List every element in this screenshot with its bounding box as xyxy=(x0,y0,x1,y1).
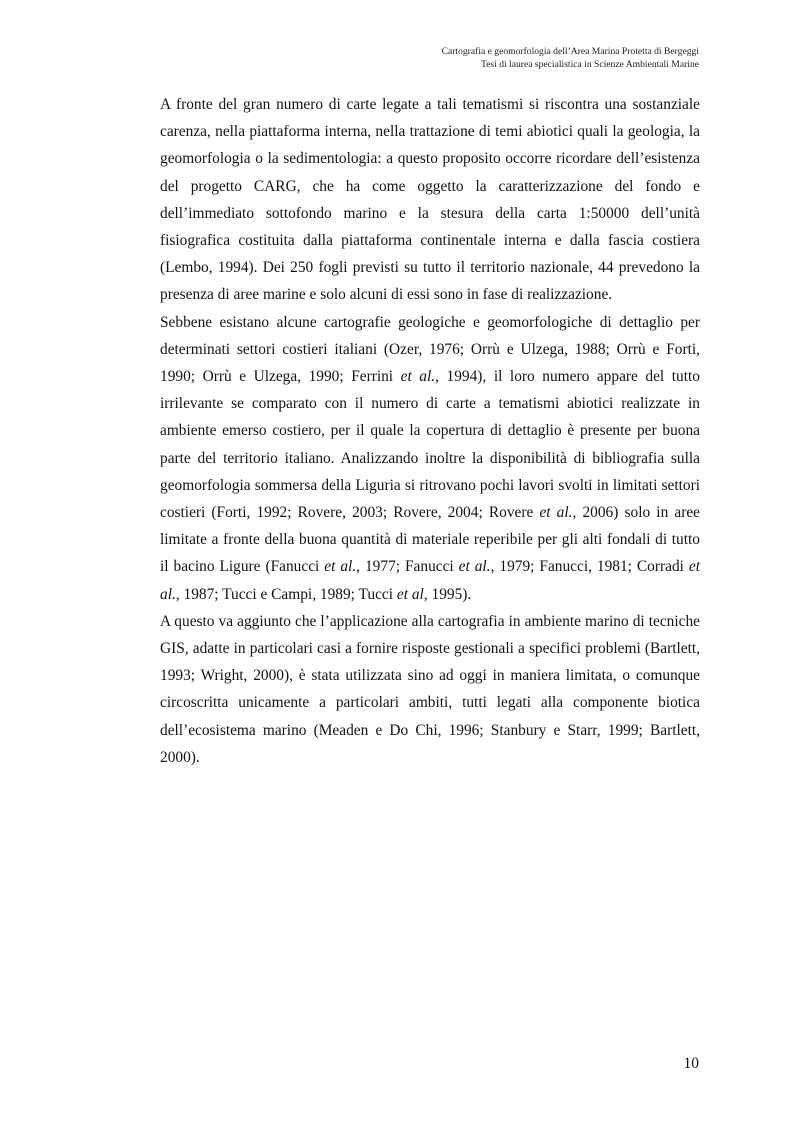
italic-citation: et al. xyxy=(539,504,573,522)
text-run: , 1995). xyxy=(423,585,472,603)
text-run: , 1979; Fanucci, 1981; Corradi xyxy=(490,558,689,576)
running-header xyxy=(442,45,699,71)
header-subtitle-line: Tesi di laurea specialistica in Scienze Ambientali Marine xyxy=(480,59,699,70)
italic-citation: et al xyxy=(396,585,424,603)
text-run: A questo va aggiunto che l’applicazione alla cartografia in ambiente marino di tecniche GIS, adatte in particolari casi a fornire risposte gestionali a specifici problemi (Bartlett, 1993; Wright, 2000), è stata utilizzata sino ad oggi in maniera limitata, o comunque circoscritta unicamente a particolari ambiti, tutti legati alla componente biotica dell’ecosistema marino (Meaden e Do Chi, 1996; Stanbury e Starr, 1999; Bartlett, 2000). xyxy=(160,612,700,766)
text-run: Sebbene esistano alcune cartografie geologiche e geomorfologiche di dettaglio per determinati settori costieri italiani (Ozer, 1976; Orrù e Ulzega, 1988; Orrù e Forti, 1990; Orrù e Ulzega, 1990; Ferrini xyxy=(160,313,700,386)
text-run: A fronte del gran numero di carte legate a tali tematismi si riscontra una sostanziale carenza, nella piattaforma interna, nella trattazione di temi abiotici quali la geologia, la geomorfologia o la sedimentologia: a questo proposito occorre ricordare dell’esistenza del progetto CARG, che ha come oggetto la caratterizzazione del fondo e dell’immediato sottofondo marino e la stesura della carta 1:50000 dell’unità fisiografica costituita dalla piattaforma continentale interna e dalla fascia costiera (Lembo, 1994). Dei 250 fogli previsti su tutto il territorio nazionale, 44 prevedono la presenza di aree marine e solo alcuni di essi sono in fase di realizzazione. xyxy=(160,96,700,304)
text-run: , 2006) solo in aree limitate a fronte della buona quantità di materiale reperibile per gli alti fondali di tutto il bacino Ligure (Fanucci xyxy=(160,504,701,576)
text-run: , 1994), il loro numero appare del tutto irrilevante se comparato con il numero di carte a tematismi abiotici realizzate in ambiente emerso costiero, per il quale la copertura di dettaglio è presente per buona parte del territorio italiano. Analizzando inoltre la disponibilità di bibliografia sulla geomorfologia sommersa della Liguria si ritrovano pochi lavori svolti in limitati settori costieri (Forti, 1992; Rovere, 2003; Rovere, 2004; Rovere xyxy=(160,368,700,522)
text-run: , 1987; Tucci e Campi, 1989; Tucci xyxy=(175,585,397,603)
body-paragraph xyxy=(160,91,700,309)
header-title-line: Cartografia e geomorfologia dell’Area Marina Protetta di Bergeggi xyxy=(441,46,699,57)
body-paragraph xyxy=(160,309,700,608)
italic-citation: et al. xyxy=(400,368,436,386)
text-run: , 1977; Fanucci xyxy=(356,558,459,576)
italic-citation: et al. xyxy=(458,558,491,576)
body-text xyxy=(160,91,700,771)
italic-citation: et al. xyxy=(324,558,357,576)
page-number: 10 xyxy=(683,1055,699,1072)
italic-citation: et al. xyxy=(160,558,700,603)
body-paragraph xyxy=(160,608,700,771)
